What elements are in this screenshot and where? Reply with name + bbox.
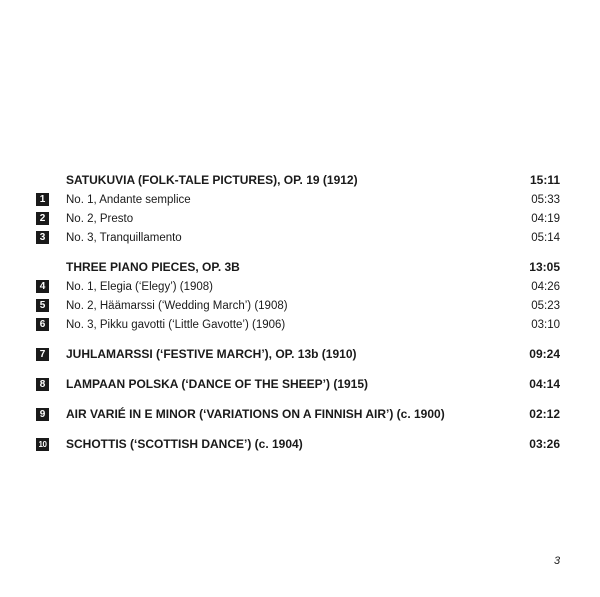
track-number: 4 (36, 280, 49, 293)
track-title: No. 2, Häämarssi (‘Wedding March’) (1908) (66, 299, 288, 312)
work-duration: 13:05 (529, 260, 560, 274)
track-number: 5 (36, 299, 49, 312)
track-number: 9 (36, 408, 49, 421)
track-duration: 05:14 (531, 231, 560, 244)
track-row (36, 315, 560, 334)
track-title: No. 3, Tranquillamento (66, 231, 182, 244)
track-row (36, 190, 560, 209)
track-number: 7 (36, 348, 49, 361)
work-header (36, 257, 560, 277)
track-number: 8 (36, 378, 49, 391)
track-number: 3 (36, 231, 49, 244)
track-row (36, 277, 560, 296)
track-title: No. 2, Presto (66, 212, 134, 225)
work-title: SATUKUVIA (FOLK-TALE PICTURES), OP. 19 (1912) (66, 173, 358, 187)
single-track-row (36, 434, 560, 454)
track-title: No. 3, Pikku gavotti (‘Little Gavotte’) (1906) (66, 318, 286, 331)
track-row (36, 209, 560, 228)
track-title: No. 1, Andante semplice (66, 193, 191, 206)
work-title: THREE PIANO PIECES, OP. 3B (66, 260, 240, 274)
track-title: SCHOTTIS (‘SCOTTISH DANCE’) (c. 1904) (66, 437, 303, 451)
track-duration: 05:23 (531, 299, 560, 312)
track-duration: 03:10 (531, 318, 560, 331)
track-duration: 03:26 (529, 437, 560, 451)
track-duration: 09:24 (529, 347, 560, 361)
track-list (36, 170, 560, 454)
track-row (36, 296, 560, 315)
track-title: AIR VARIÉ IN E MINOR (‘VARIATIONS ON A FINNISH AIR’) (c. 1900) (66, 407, 445, 421)
work-header (36, 170, 560, 190)
track-duration: 05:33 (531, 193, 560, 206)
track-title: JUHLAMARSSI (‘FESTIVE MARCH’), OP. 13b (1910) (66, 347, 357, 361)
track-duration: 04:14 (529, 377, 560, 391)
track-number: 1 (36, 193, 49, 206)
track-number: 6 (36, 318, 49, 331)
single-track-row (36, 344, 560, 364)
track-row (36, 228, 560, 247)
track-duration: 04:19 (531, 212, 560, 225)
work-duration: 15:11 (529, 173, 560, 187)
track-duration: 04:26 (531, 280, 560, 293)
page-number: 3 (554, 555, 561, 567)
track-number: 10 (36, 438, 49, 451)
single-track-row (36, 374, 560, 394)
single-track-row (36, 404, 560, 424)
track-title: LAMPAAN POLSKA (‘DANCE OF THE SHEEP’) (1915) (66, 377, 369, 391)
track-title: No. 1, Elegia (‘Elegy’) (1908) (66, 280, 214, 293)
track-duration: 02:12 (529, 407, 560, 421)
track-number: 2 (36, 212, 49, 225)
